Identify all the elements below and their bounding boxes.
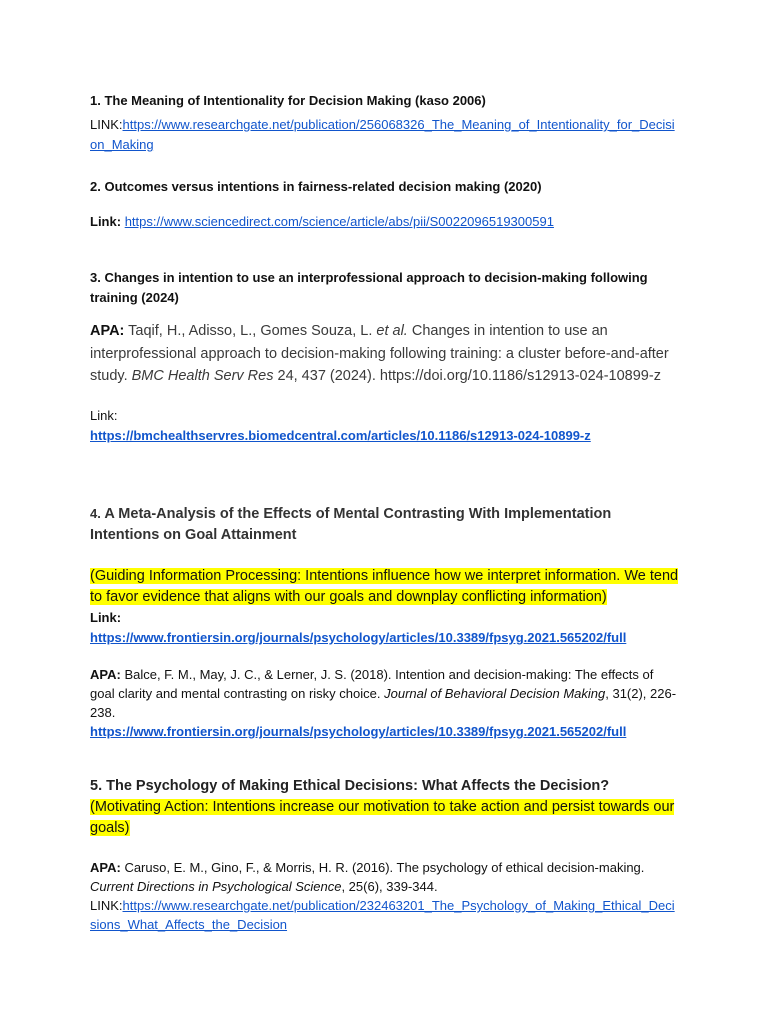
item-4-highlight: (Guiding Information Processing: Intentions influence how we interpret information. We tend to favor evidence that aligns with our goals and downplay conflicting information)	[90, 568, 679, 605]
item-1-link[interactable]: https://www.researchgate.net/publication/256068326_The_Meaning_of_Intentionality_for_Decision_Making	[90, 117, 675, 152]
item-5-highlight-line	[90, 797, 680, 839]
item-4-apa-text: Balce, F. M., May, J. C., & Lerner, J. S. (2018). Intention and decision-making: The effects of goal clarity and mental contrasting on risky choice.	[90, 667, 654, 701]
item-1-link-line	[90, 115, 680, 155]
item-3-link-line	[90, 426, 680, 446]
item-4-heading: A Meta-Analysis of the Effects of Mental Contrasting With Implementation Intentions on Goal Attainment	[90, 506, 612, 543]
item-4-apa-journal: Journal of Behavioral Decision Making	[384, 686, 606, 701]
item-3-apa-etal: et al.	[376, 323, 408, 339]
item-4	[90, 503, 680, 742]
item-4-apa-link[interactable]: https://www.frontiersin.org/journals/psychology/articles/10.3389/fpsyg.2021.565202/full	[90, 724, 627, 739]
item-5-link-line	[90, 896, 680, 934]
item-3-apa-details: 24, 437 (2024). https://doi.org/10.1186/s12913-024-10899-z	[277, 368, 661, 384]
item-3	[90, 268, 680, 446]
item-4-link-label: Link:	[90, 610, 122, 625]
item-2-link-label: Link:	[90, 214, 122, 229]
item-5-apa-details: , 25(6), 339-344.	[341, 879, 438, 894]
item-2-link-line	[90, 212, 680, 232]
item-5-apa-text: Caruso, E. M., Gino, F., & Morris, H. R. (2016). The psychology of ethical decision-making.	[124, 860, 645, 875]
item-3-apa-journal: BMC Health Serv Res	[131, 368, 274, 384]
item-5-apa-journal: Current Directions in Psychological Science	[90, 879, 342, 894]
item-5-heading: 5. The Psychology of Making Ethical Decisions: What Affects the Decision?	[90, 778, 610, 794]
item-4-heading-line	[90, 503, 680, 546]
item-5-apa-label: APA:	[90, 860, 121, 875]
item-1-heading: 1. The Meaning of Intentionality for Decision Making (kaso 2006)	[90, 93, 486, 108]
item-3-apa-authors: Taqif, H., Adisso, L., Gomes Souza, L.	[128, 323, 373, 339]
item-5-link-label: LINK:	[90, 898, 123, 913]
item-4-heading-num: 4.	[90, 506, 101, 521]
item-3-apa	[90, 320, 680, 388]
item-4-apa	[90, 665, 680, 722]
item-2-link[interactable]: https://www.sciencedirect.com/science/article/abs/pii/S0022096519300591	[124, 214, 554, 229]
item-1	[90, 91, 680, 155]
item-3-link[interactable]: https://bmchealthservres.biomedcentral.com/articles/10.1186/s12913-024-10899-z	[90, 427, 591, 443]
item-4-highlight-line	[90, 566, 680, 608]
item-2	[90, 177, 680, 232]
item-4-apa-label: APA:	[90, 667, 121, 682]
item-2-heading: 2. Outcomes versus intentions in fairness-related decision making (2020)	[90, 179, 542, 194]
item-4-link-line	[90, 628, 680, 648]
item-3-heading: 3. Changes in intention to use an interprofessional approach to decision-making following training (2024)	[90, 270, 648, 305]
item-5-highlight: (Motivating Action: Intentions increase our motivation to take action and persist towards our goals)	[90, 799, 675, 836]
item-1-link-label: LINK:	[90, 117, 123, 132]
item-4-apa-details: , 31(2), 226-238.	[90, 686, 677, 720]
item-4-apa-link-line	[90, 722, 680, 742]
item-5-link[interactable]: https://www.researchgate.net/publication/232463201_The_Psychology_of_Making_Ethical_Decisions_What_Affects_the_Decision	[90, 898, 675, 932]
item-3-apa-title: Changes in intention to use an interprofessional approach to decision-making following training: a cluster before-and-after study.	[90, 323, 669, 384]
item-5	[90, 776, 680, 934]
item-3-apa-label: APA:	[90, 323, 125, 339]
item-5-apa	[90, 858, 680, 896]
item-4-link[interactable]: https://www.frontiersin.org/journals/psychology/articles/10.3389/fpsyg.2021.565202/full	[90, 630, 627, 645]
item-3-link-label: Link:	[90, 407, 118, 423]
